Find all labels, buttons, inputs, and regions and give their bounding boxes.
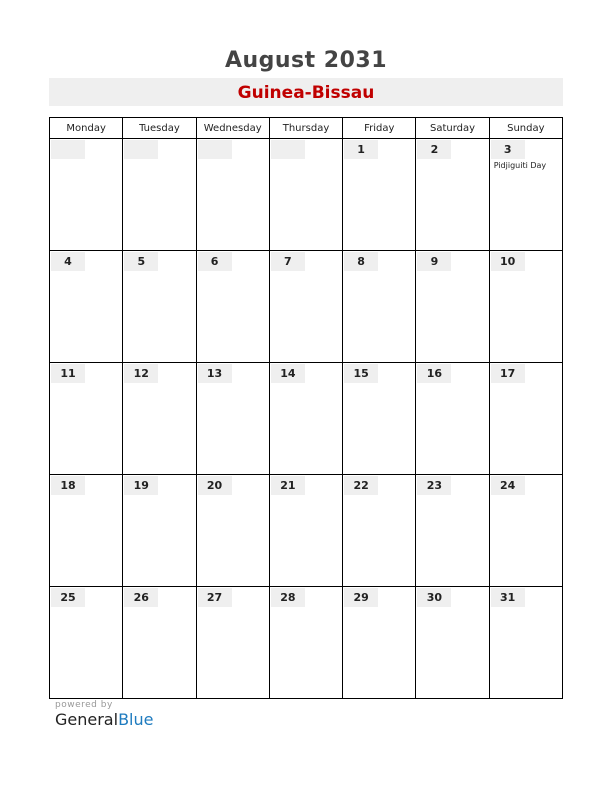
weekday-header: Wednesday xyxy=(196,118,269,139)
day-number: 21 xyxy=(271,476,305,495)
day-cell xyxy=(196,475,269,587)
weekday-header: Saturday xyxy=(416,118,489,139)
day-cell xyxy=(123,363,196,475)
day-cell xyxy=(123,475,196,587)
day-cell xyxy=(416,587,489,699)
day-number: 16 xyxy=(417,364,451,383)
weekday-header: Thursday xyxy=(269,118,342,139)
day-cell xyxy=(196,139,269,251)
day-cell xyxy=(123,587,196,699)
day-number xyxy=(271,140,305,159)
day-cell xyxy=(489,587,562,699)
day-number: 19 xyxy=(124,476,158,495)
day-number: 1 xyxy=(344,140,378,159)
day-number: 10 xyxy=(491,252,525,271)
day-cell xyxy=(269,251,342,363)
day-number: 5 xyxy=(124,252,158,271)
day-cell xyxy=(269,139,342,251)
day-cell xyxy=(416,475,489,587)
day-cell xyxy=(50,139,123,251)
weekday-header-row xyxy=(50,118,563,139)
day-number: 27 xyxy=(198,588,232,607)
week-row xyxy=(50,475,563,587)
day-number: 24 xyxy=(491,476,525,495)
day-cell xyxy=(343,363,416,475)
brand-general: General xyxy=(55,710,119,729)
week-row xyxy=(50,587,563,699)
day-number: 2 xyxy=(417,140,451,159)
day-cell xyxy=(489,251,562,363)
country-name: Guinea-Bissau xyxy=(237,83,375,103)
day-number: 4 xyxy=(51,252,85,271)
day-number xyxy=(124,140,158,159)
day-number: 7 xyxy=(271,252,305,271)
day-number: 30 xyxy=(417,588,451,607)
day-cell xyxy=(343,251,416,363)
day-cell xyxy=(416,139,489,251)
day-cell xyxy=(123,139,196,251)
day-number xyxy=(51,140,85,159)
day-number: 22 xyxy=(344,476,378,495)
day-number: 8 xyxy=(344,252,378,271)
country-banner xyxy=(49,78,563,106)
day-cell xyxy=(489,139,562,251)
weekday-header: Friday xyxy=(343,118,416,139)
day-number xyxy=(198,140,232,159)
day-cell xyxy=(489,363,562,475)
day-cell xyxy=(269,475,342,587)
day-number: 13 xyxy=(198,364,232,383)
day-number: 20 xyxy=(198,476,232,495)
day-cell xyxy=(269,587,342,699)
day-number: 3 xyxy=(491,140,525,159)
day-cell xyxy=(196,363,269,475)
day-cell xyxy=(50,251,123,363)
day-number: 15 xyxy=(344,364,378,383)
week-row xyxy=(50,139,563,251)
day-number: 26 xyxy=(124,588,158,607)
day-cell xyxy=(50,363,123,475)
day-number: 23 xyxy=(417,476,451,495)
generalblue-logo[interactable] xyxy=(55,710,153,730)
week-row xyxy=(50,251,563,363)
day-number: 12 xyxy=(124,364,158,383)
weekday-header: Tuesday xyxy=(123,118,196,139)
weekday-header: Sunday xyxy=(489,118,562,139)
brand-blue: Blue xyxy=(118,710,154,729)
day-cell xyxy=(50,587,123,699)
day-number: 18 xyxy=(51,476,85,495)
day-cell xyxy=(269,363,342,475)
day-number: 14 xyxy=(271,364,305,383)
day-cell xyxy=(416,363,489,475)
day-number: 31 xyxy=(491,588,525,607)
day-cell xyxy=(50,475,123,587)
day-cell xyxy=(489,475,562,587)
day-number: 25 xyxy=(51,588,85,607)
footer-branding xyxy=(55,700,153,730)
day-cell xyxy=(343,587,416,699)
day-number: 11 xyxy=(51,364,85,383)
holiday-label: Pidjiguiti Day xyxy=(493,161,547,170)
day-cell xyxy=(123,251,196,363)
week-row xyxy=(50,363,563,475)
day-number: 9 xyxy=(417,252,451,271)
calendar-grid xyxy=(49,117,563,699)
day-cell xyxy=(196,251,269,363)
powered-by-text: powered by xyxy=(55,700,113,710)
day-number: 29 xyxy=(344,588,378,607)
day-number: 17 xyxy=(491,364,525,383)
calendar-title: August 2031 xyxy=(224,48,388,73)
day-cell xyxy=(196,587,269,699)
day-number: 6 xyxy=(198,252,232,271)
day-cell xyxy=(416,251,489,363)
day-number: 28 xyxy=(271,588,305,607)
weekday-header: Monday xyxy=(50,118,123,139)
day-cell xyxy=(343,139,416,251)
day-cell xyxy=(343,475,416,587)
